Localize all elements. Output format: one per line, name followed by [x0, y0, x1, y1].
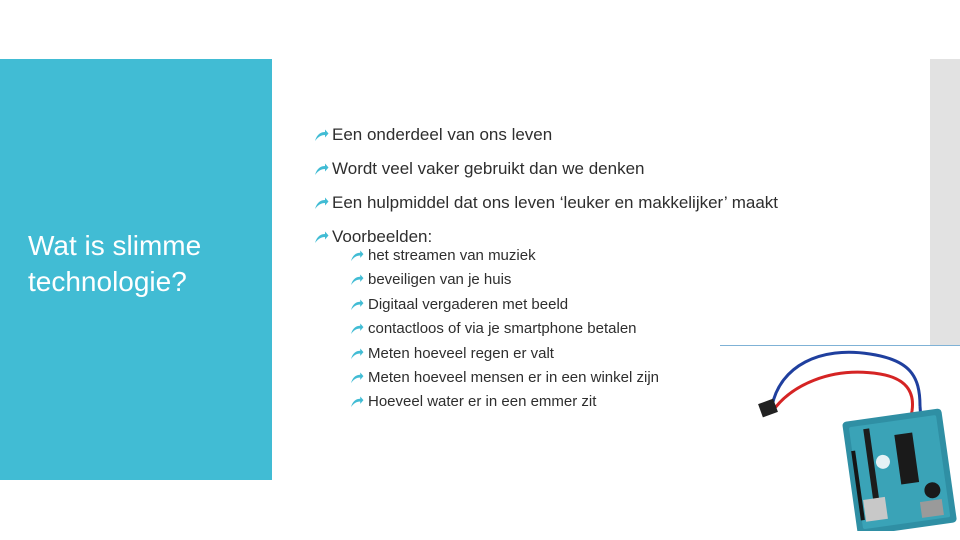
- arrow-bullet-icon: [350, 348, 364, 360]
- sub-bullet-text: Meten hoeveel mensen er in een winkel zijn: [368, 369, 659, 387]
- sub-bullet-item: [350, 268, 914, 292]
- sub-bullet-item: [350, 317, 914, 341]
- slide-title: Wat is slimme technologie?: [28, 230, 202, 297]
- arrow-bullet-icon: [350, 250, 364, 262]
- arrow-bullet-icon: [314, 163, 329, 176]
- sub-bullet-item: [350, 293, 914, 317]
- sub-bullet-text: beveiligen van je huis: [368, 271, 512, 289]
- bullet-text: Een onderdeel van ons leven: [332, 125, 553, 144]
- arduino-photo: [720, 345, 960, 531]
- arduino-board-icon: [720, 346, 960, 531]
- arrow-bullet-icon: [350, 274, 364, 286]
- bullet-item: [314, 118, 914, 152]
- arrow-bullet-icon: [350, 323, 364, 335]
- arrow-bullet-icon: [350, 372, 364, 384]
- sub-bullet-text: het streamen van muziek: [368, 247, 536, 264]
- bullet-item: [314, 186, 914, 220]
- arrow-bullet-icon: [350, 299, 364, 311]
- sub-bullet-text: Meten hoeveel regen er valt: [368, 344, 554, 362]
- bullet-text: Wordt veel vaker gebruikt dan we denken: [332, 159, 645, 178]
- sub-bullet-text: contactloos of via je smartphone betalen: [368, 320, 637, 338]
- arrow-bullet-icon: [350, 396, 364, 408]
- bullet-text: Een hulpmiddel dat ons leven ‘leuker en makkelijker’ maakt: [332, 193, 779, 212]
- sub-bullet-text: Hoeveel water er in een emmer zit: [368, 393, 597, 411]
- bullet-text: Voorbeelden:: [332, 227, 433, 246]
- side-strip: [930, 59, 960, 359]
- arrow-bullet-icon: [314, 231, 329, 244]
- arrow-bullet-icon: [314, 197, 329, 210]
- bullet-item: [314, 152, 914, 186]
- sub-bullet-item: [350, 244, 914, 268]
- sub-bullet-text: Digitaal vergaderen met beeld: [368, 295, 569, 313]
- arrow-bullet-icon: [314, 129, 329, 142]
